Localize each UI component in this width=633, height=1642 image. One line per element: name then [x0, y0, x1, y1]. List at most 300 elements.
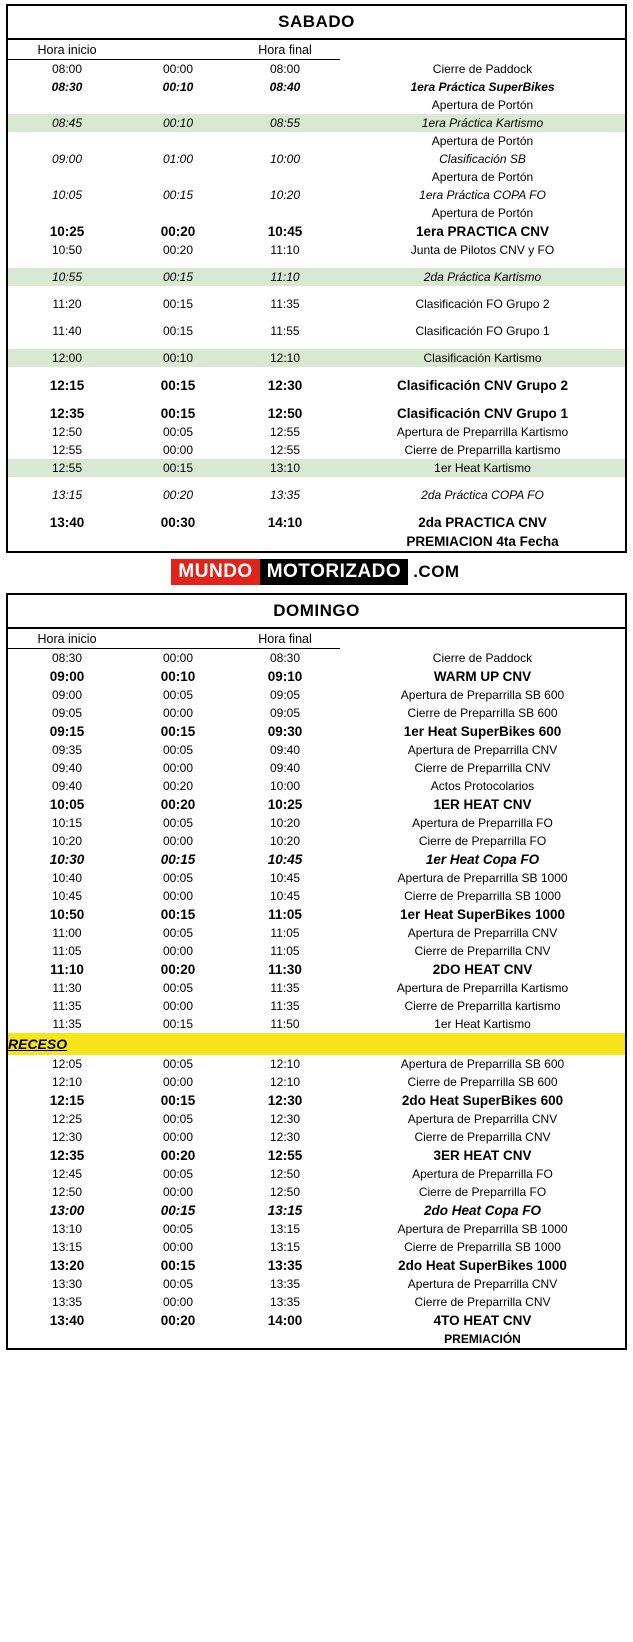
saturday-header-duration	[126, 40, 230, 60]
table-row	[8, 667, 625, 686]
sunday-end-time: 12:30	[267, 1093, 303, 1108]
saturday-title: SABADO	[8, 6, 625, 40]
saturday-description: Apertura de Portón	[431, 98, 534, 112]
sunday-duration: 00:20	[160, 962, 196, 977]
table-row	[8, 777, 625, 795]
saturday-start-time: 10:05	[51, 188, 83, 202]
table-row	[8, 1128, 625, 1146]
sunday-duration: 00:05	[162, 743, 194, 757]
saturday-description: Clasificación FO Grupo 2	[415, 297, 550, 311]
sunday-start-time	[8, 1330, 126, 1348]
saturday-description: 2da Práctica COPA FO	[421, 488, 544, 502]
sunday-duration: 00:00	[162, 999, 194, 1013]
sunday-duration: 00:20	[160, 1313, 196, 1328]
table-row	[8, 649, 625, 668]
sunday-end-time: 10:45	[267, 852, 303, 867]
sunday-end-time: 09:40	[269, 761, 301, 775]
table-row	[8, 168, 625, 186]
sunday-end-time: 10:00	[269, 779, 301, 793]
saturday-duration	[126, 132, 230, 150]
sunday-start-time: 09:00	[49, 669, 85, 684]
table-row	[8, 960, 625, 979]
sunday-start-time: 10:05	[49, 797, 85, 812]
saturday-end-time: 12:10	[230, 349, 340, 367]
sunday-description: 1er Heat Copa FO	[425, 852, 540, 867]
sunday-header-description	[340, 629, 625, 649]
logo-motorizado: MOTORIZADO	[260, 559, 408, 585]
sunday-description: 1er Heat Kartismo	[434, 1017, 531, 1031]
sunday-end-time: 09:05	[269, 688, 301, 702]
saturday-description: Clasificación Kartismo	[340, 349, 625, 367]
table-row	[8, 459, 625, 477]
sunday-header-end: Hora final	[230, 629, 340, 649]
spacer-row	[8, 259, 625, 268]
saturday-duration: 00:15	[126, 268, 230, 286]
saturday-start-time	[8, 132, 126, 150]
sunday-start-time: 12:45	[51, 1167, 83, 1181]
sunday-end-time: 12:30	[269, 1130, 301, 1144]
sunday-duration: 00:20	[160, 1148, 196, 1163]
saturday-end-time: 12:50	[267, 406, 303, 421]
saturday-start-time: 08:00	[51, 62, 83, 76]
saturday-end-time: 08:55	[230, 114, 340, 132]
saturday-start-time: 12:15	[49, 378, 85, 393]
saturday-description: Clasificación SB	[439, 152, 526, 166]
sunday-end-time: 11:05	[268, 907, 302, 922]
spacer-cell	[8, 286, 625, 295]
saturday-start-time: 10:25	[49, 224, 85, 239]
sunday-end-time: 11:50	[270, 1017, 300, 1031]
table-row	[8, 423, 625, 441]
table-row	[8, 1015, 625, 1033]
table-row	[8, 150, 625, 168]
sunday-duration: 00:05	[162, 1057, 194, 1071]
sunday-start-time: 13:35	[51, 1295, 83, 1309]
saturday-description: 1era Práctica SuperBikes	[410, 80, 555, 94]
logo-com: .COM	[413, 562, 460, 581]
saturday-description: Clasificación CNV Grupo 1	[396, 406, 569, 421]
sunday-description: Cierre de Preparrilla FO	[418, 834, 547, 848]
saturday-duration: 00:10	[126, 349, 230, 367]
sunday-duration: 00:00	[162, 761, 194, 775]
saturday-end-time	[230, 168, 340, 186]
saturday-end-time: 12:55	[269, 443, 301, 457]
sunday-start-time: 10:45	[51, 889, 83, 903]
sunday-end-time: 12:50	[269, 1185, 301, 1199]
saturday-end-time	[230, 532, 340, 551]
sunday-end-time: 13:35	[267, 1258, 303, 1273]
saturday-end-time: 11:35	[270, 297, 300, 311]
sunday-title: DOMINGO	[8, 595, 625, 629]
sunday-end-time: 09:40	[269, 743, 301, 757]
sunday-duration: 00:05	[162, 871, 194, 885]
sunday-description: 2do Heat Copa FO	[423, 1203, 541, 1218]
table-row	[8, 114, 625, 132]
sunday-end-time	[230, 1330, 340, 1348]
saturday-duration: 00:10	[162, 80, 194, 94]
sunday-description: Apertura de Preparrilla FO	[412, 816, 553, 830]
sunday-table	[8, 629, 625, 1348]
sunday-end-time: 12:50	[269, 1167, 301, 1181]
sunday-end-time: 08:30	[269, 651, 301, 665]
sunday-end-time: 13:15	[269, 1222, 301, 1236]
sunday-duration: 00:05	[162, 981, 194, 995]
sunday-description: Apertura de Preparrilla CNV	[407, 743, 558, 757]
saturday-schedule-panel	[6, 4, 627, 553]
sunday-duration: 00:05	[162, 926, 194, 940]
sunday-description: 2do Heat SuperBikes 600	[401, 1093, 564, 1108]
sunday-duration: 00:00	[162, 1295, 194, 1309]
spacer-cell	[8, 504, 625, 513]
saturday-end-time: 10:45	[267, 224, 303, 239]
sunday-description: Cierre de Paddock	[432, 650, 533, 665]
sunday-description: Cierre de Preparrilla CNV	[414, 1295, 551, 1309]
table-row	[8, 887, 625, 905]
sunday-start-time: 11:10	[50, 962, 84, 977]
sunday-start-time: 09:15	[49, 724, 85, 739]
saturday-end-time: 08:00	[269, 62, 301, 76]
saturday-duration: 00:05	[162, 425, 194, 439]
sunday-start-time: 10:20	[51, 834, 83, 848]
sunday-start-time: 13:30	[51, 1277, 83, 1291]
sunday-duration: 00:05	[162, 1222, 194, 1236]
saturday-end-time	[230, 132, 340, 150]
receso-label: RECESO	[8, 1033, 625, 1055]
sunday-description: Cierre de Preparrilla SB 600	[407, 1075, 558, 1089]
sunday-start-time: 11:00	[52, 926, 82, 940]
table-row	[8, 1311, 625, 1330]
saturday-description: Cierre de Paddock	[432, 61, 533, 76]
sunday-start-time: 11:05	[52, 944, 82, 958]
sunday-start-time: 10:40	[51, 871, 83, 885]
table-row	[8, 1220, 625, 1238]
sunday-description: 4TO HEAT CNV	[433, 1313, 532, 1328]
saturday-start-time	[8, 204, 126, 222]
saturday-duration: 01:00	[162, 152, 194, 166]
table-row	[8, 404, 625, 423]
sunday-duration: 00:00	[162, 889, 194, 903]
sunday-table-body	[8, 649, 625, 1349]
table-row	[8, 905, 625, 924]
saturday-description: 1er Heat Kartismo	[340, 459, 625, 477]
sunday-start-time: 13:20	[49, 1258, 85, 1273]
saturday-start-time: 13:15	[51, 488, 83, 502]
table-row	[8, 1293, 625, 1311]
saturday-end-time: 11:55	[270, 324, 300, 338]
table-row	[8, 322, 625, 340]
sunday-duration: 00:15	[160, 1093, 196, 1108]
sunday-description: Cierre de Preparrilla CNV	[414, 761, 551, 775]
sunday-description: 1ER HEAT CNV	[433, 797, 532, 812]
table-row	[8, 1330, 625, 1348]
sunday-schedule-panel	[6, 593, 627, 1350]
table-row	[8, 441, 625, 459]
sunday-start-time: 10:50	[49, 907, 85, 922]
saturday-description: Apertura de Portón	[431, 170, 534, 184]
sunday-description: Cierre de Preparrilla SB 600	[407, 706, 558, 720]
spacer-row	[8, 367, 625, 376]
table-row	[8, 704, 625, 722]
saturday-duration: 00:15	[160, 378, 196, 393]
saturday-duration	[126, 96, 230, 114]
sunday-header-duration	[126, 629, 230, 649]
saturday-start-time: 08:45	[8, 114, 126, 132]
saturday-header-row	[8, 40, 625, 60]
sunday-start-time: 12:25	[51, 1112, 83, 1126]
sunday-description: 2DO HEAT CNV	[432, 962, 533, 977]
spacer-row	[8, 477, 625, 486]
saturday-description: Apertura de Preparrilla Kartismo	[396, 425, 569, 439]
saturday-description: Cierre de Preparrilla kartismo	[404, 443, 561, 457]
spacer-cell	[8, 395, 625, 404]
saturday-end-time: 08:40	[269, 80, 301, 94]
sunday-start-time: 09:00	[51, 688, 83, 702]
saturday-start-time: 10:50	[51, 243, 83, 257]
saturday-start-time	[8, 168, 126, 186]
spacer-row	[8, 504, 625, 513]
sunday-end-time: 10:45	[269, 871, 301, 885]
sunday-header-row	[8, 629, 625, 649]
table-row	[8, 222, 625, 241]
saturday-header-end: Hora final	[230, 40, 340, 60]
sunday-description: Cierre de Preparrilla CNV	[414, 944, 551, 958]
sunday-description: Actos Protocolarios	[430, 779, 535, 793]
saturday-description: 2da Práctica Kartismo	[340, 268, 625, 286]
saturday-header-start: Hora inicio	[8, 40, 126, 60]
table-row	[8, 532, 625, 551]
sunday-duration: 00:20	[162, 779, 194, 793]
sunday-description: PREMIACIÓN	[444, 1332, 521, 1346]
sunday-start-time: 12:15	[49, 1093, 85, 1108]
receso-banner-row	[8, 1033, 625, 1055]
saturday-start-time: 10:55	[8, 268, 126, 286]
table-row	[8, 942, 625, 960]
sunday-start-time: 13:15	[51, 1240, 83, 1254]
sunday-start-time: 11:35	[52, 999, 82, 1013]
sunday-end-time: 12:10	[269, 1075, 301, 1089]
table-row	[8, 60, 625, 79]
logo-group	[171, 559, 461, 585]
table-row	[8, 832, 625, 850]
table-row	[8, 1110, 625, 1128]
sunday-duration: 00:00	[162, 834, 194, 848]
table-row	[8, 486, 625, 504]
table-row	[8, 1091, 625, 1110]
saturday-start-time: 12:35	[49, 406, 85, 421]
sunday-start-time: 12:10	[51, 1075, 83, 1089]
saturday-description: 1era PRACTICA CNV	[415, 224, 550, 239]
sunday-duration: 00:20	[160, 797, 196, 812]
table-row	[8, 741, 625, 759]
saturday-duration: 00:15	[162, 297, 194, 311]
saturday-end-time: 14:10	[267, 515, 303, 530]
table-row	[8, 1055, 625, 1073]
sunday-description: WARM UP CNV	[433, 669, 532, 684]
table-row	[8, 513, 625, 532]
saturday-end-time: 11:10	[270, 243, 300, 257]
sunday-start-time: 09:40	[51, 779, 83, 793]
sunday-duration: 00:05	[162, 1112, 194, 1126]
sunday-end-time: 14:00	[267, 1313, 303, 1328]
table-row	[8, 1238, 625, 1256]
sunday-end-time: 13:35	[269, 1277, 301, 1291]
sunday-duration: 00:10	[160, 669, 196, 684]
sunday-end-time: 11:05	[270, 926, 300, 940]
saturday-description: 1era Práctica COPA FO	[419, 188, 546, 202]
sunday-start-time: 13:10	[51, 1222, 83, 1236]
table-row	[8, 268, 625, 286]
sunday-description: 3ER HEAT CNV	[433, 1148, 532, 1163]
saturday-duration: 00:20	[162, 243, 194, 257]
sunday-end-time: 12:10	[269, 1057, 301, 1071]
logo-mundo: MUNDO	[171, 559, 259, 585]
saturday-start-time: 11:40	[52, 324, 82, 338]
table-row	[8, 850, 625, 869]
saturday-duration: 00:30	[160, 515, 196, 530]
saturday-start-time	[8, 532, 126, 551]
sunday-end-time: 12:55	[267, 1148, 303, 1163]
sunday-description: 2do Heat SuperBikes 1000	[398, 1258, 567, 1273]
sunday-duration: 00:15	[160, 907, 196, 922]
sunday-start-time: 13:00	[49, 1203, 85, 1218]
saturday-duration: 00:15	[162, 324, 194, 338]
sunday-duration: 00:00	[162, 944, 194, 958]
sunday-header-start: Hora inicio	[8, 629, 126, 649]
table-row	[8, 349, 625, 367]
sunday-start-time: 13:40	[49, 1313, 85, 1328]
table-row	[8, 295, 625, 313]
table-row	[8, 78, 625, 96]
sunday-duration: 00:15	[160, 852, 196, 867]
sunday-start-time: 12:30	[51, 1130, 83, 1144]
saturday-end-time	[230, 204, 340, 222]
sunday-end-time: 13:15	[269, 1240, 301, 1254]
sunday-description: Cierre de Preparrilla FO	[418, 1185, 547, 1199]
sunday-start-time: 08:30	[51, 651, 83, 665]
sunday-end-time: 10:25	[267, 797, 303, 812]
spacer-cell	[8, 340, 625, 349]
saturday-start-time: 12:55	[51, 443, 83, 457]
saturday-description: Clasificación FO Grupo 1	[415, 324, 550, 338]
saturday-end-time: 10:20	[269, 188, 301, 202]
sunday-description: Cierre de Preparrilla SB 1000	[404, 889, 561, 903]
sunday-end-time: 10:20	[269, 834, 301, 848]
saturday-duration: 00:15	[160, 406, 196, 421]
saturday-end-time	[230, 96, 340, 114]
sunday-description: 1er Heat SuperBikes 1000	[399, 907, 566, 922]
sunday-description: Apertura de Preparrilla CNV	[407, 1277, 558, 1291]
table-row	[8, 1275, 625, 1293]
saturday-end-time: 11:10	[230, 268, 340, 286]
sunday-duration: 00:15	[160, 1258, 196, 1273]
sunday-duration: 00:00	[162, 1130, 194, 1144]
saturday-start-time: 11:20	[52, 297, 82, 311]
sunday-end-time: 13:15	[267, 1203, 303, 1218]
sunday-end-time: 11:05	[270, 944, 300, 958]
sunday-end-time: 09:30	[267, 724, 303, 739]
sunday-duration: 00:00	[162, 1185, 194, 1199]
sunday-end-time: 10:20	[269, 816, 301, 830]
spacer-cell	[8, 259, 625, 268]
table-row	[8, 1256, 625, 1275]
sunday-duration: 00:05	[162, 688, 194, 702]
saturday-duration: 00:00	[162, 62, 194, 76]
sunday-description: Apertura de Preparrilla SB 600	[400, 1057, 565, 1071]
saturday-description: Clasificación CNV Grupo 2	[396, 378, 569, 393]
sunday-description: Apertura de Preparrilla SB 600	[400, 688, 565, 702]
table-row	[8, 924, 625, 942]
sunday-description: Apertura de Preparrilla FO	[412, 1167, 553, 1181]
saturday-description: 2da PRACTICA CNV	[418, 515, 547, 530]
saturday-description: 1era Práctica Kartismo	[340, 114, 625, 132]
sunday-description: Apertura de Preparrilla SB 1000	[397, 1222, 568, 1236]
spacer-row	[8, 395, 625, 404]
sunday-start-time: 09:05	[51, 706, 83, 720]
table-row	[8, 814, 625, 832]
sunday-duration: 00:00	[162, 1075, 194, 1089]
saturday-end-time: 12:55	[269, 425, 301, 439]
sunday-description: Cierre de Preparrilla kartismo	[404, 999, 561, 1013]
saturday-end-time: 12:30	[267, 378, 303, 393]
saturday-table-body	[8, 60, 625, 552]
sunday-start-time: 10:30	[49, 852, 85, 867]
table-row	[8, 722, 625, 741]
sunday-description: Cierre de Preparrilla SB 1000	[404, 1240, 561, 1254]
brand-logo	[6, 553, 627, 593]
sunday-end-time: 13:35	[269, 1295, 301, 1309]
saturday-start-time: 09:00	[51, 152, 83, 166]
saturday-end-time: 10:00	[269, 152, 301, 166]
sunday-duration: 00:05	[162, 1277, 194, 1291]
sunday-duration: 00:00	[162, 706, 194, 720]
sunday-start-time: 11:30	[52, 981, 82, 995]
saturday-description: Junta de Pilotos CNV y FO	[410, 243, 555, 257]
sunday-end-time: 11:30	[268, 962, 302, 977]
table-row	[8, 376, 625, 395]
table-row	[8, 1073, 625, 1091]
saturday-duration: 00:20	[162, 488, 194, 502]
sunday-duration: 00:05	[162, 816, 194, 830]
table-row	[8, 997, 625, 1015]
saturday-duration	[126, 168, 230, 186]
saturday-duration: 00:20	[160, 224, 196, 239]
table-row	[8, 795, 625, 814]
saturday-start-time	[8, 96, 126, 114]
sunday-duration: 00:15	[160, 1203, 196, 1218]
table-row	[8, 759, 625, 777]
saturday-end-time: 13:35	[269, 488, 301, 502]
table-row	[8, 204, 625, 222]
saturday-duration: 00:15	[126, 459, 230, 477]
saturday-table	[8, 40, 625, 551]
table-row	[8, 1201, 625, 1220]
table-row	[8, 686, 625, 704]
spacer-row	[8, 340, 625, 349]
saturday-duration: 00:15	[162, 188, 194, 202]
saturday-duration	[126, 204, 230, 222]
table-row	[8, 1183, 625, 1201]
sunday-end-time: 11:35	[270, 999, 300, 1013]
table-row	[8, 96, 625, 114]
table-row	[8, 1165, 625, 1183]
table-row	[8, 979, 625, 997]
table-row	[8, 1146, 625, 1165]
sunday-duration: 00:05	[162, 1167, 194, 1181]
sunday-end-time: 10:45	[269, 889, 301, 903]
sunday-description: Apertura de Preparrilla SB 1000	[397, 871, 568, 885]
sunday-start-time: 09:40	[51, 761, 83, 775]
saturday-start-time: 12:00	[8, 349, 126, 367]
